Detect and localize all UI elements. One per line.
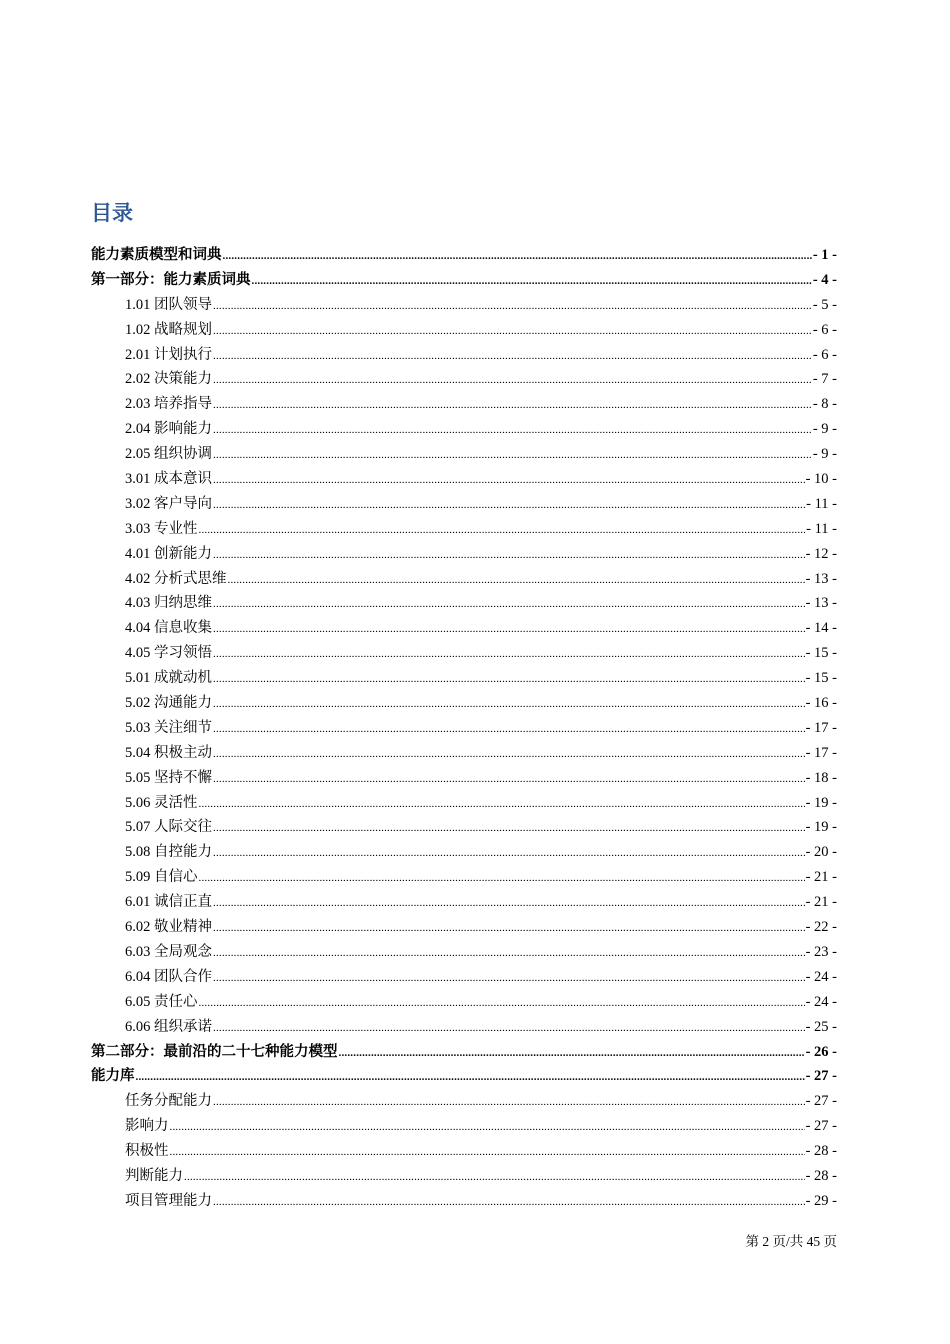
toc-entry[interactable] [91,965,837,990]
toc-entry-label: 能力库 [91,1068,135,1085]
toc-entry-label: 6.05 责任心 [125,993,198,1010]
toc-entry[interactable] [91,442,837,467]
toc-entry-page: - 20 - [805,844,837,861]
toc-entry[interactable] [91,1114,837,1139]
toc-leader-dots [199,792,805,817]
toc-leader-dots [170,1140,805,1165]
toc-entry-page: - 27 - [805,1118,837,1135]
toc-entry-label: 6.04 团队合作 [125,968,212,985]
toc-entry-page: - 23 - [805,943,837,960]
toc-leader-dots [213,1190,805,1215]
toc-entry[interactable] [91,940,837,965]
toc-entry-label: 2.01 计划执行 [125,346,212,363]
toc-entry-page: - 17 - [805,719,837,736]
toc-entry[interactable] [91,392,837,417]
toc-leader-dots [213,344,812,369]
table-of-contents [91,243,837,1214]
toc-leader-dots [213,742,805,767]
toc-entry[interactable] [91,517,837,542]
toc-entry[interactable] [91,890,837,915]
toc-entry-label: 1.02 战略规划 [125,321,212,338]
toc-entry-label: 4.03 归纳思维 [125,595,212,612]
toc-entry[interactable] [91,915,837,940]
toc-entry-label: 2.03 培养指导 [125,396,212,413]
toc-entry[interactable] [91,716,837,741]
toc-entry-label: 5.08 自控能力 [125,844,212,861]
toc-leader-dots [213,493,805,518]
toc-leader-dots [213,891,805,916]
toc-entry-label: 4.02 分析式思维 [125,570,227,587]
toc-entry-label: 6.03 全局观念 [125,943,212,960]
toc-entry-label: 积极性 [125,1143,169,1160]
toc-entry[interactable] [91,641,837,666]
toc-entry-label: 4.01 创新能力 [125,545,212,562]
toc-entry-label: 3.02 客户导向 [125,495,212,512]
toc-entry[interactable] [91,343,837,368]
toc-leader-dots [223,244,812,269]
toc-entry-page: - 6 - [812,321,837,338]
toc-entry-label: 判断能力 [125,1167,183,1184]
toc-leader-dots [213,717,805,742]
toc-entry-label: 能力素质模型和词典 [91,247,222,263]
toc-entry[interactable] [91,865,837,890]
toc-leader-dots [136,1065,805,1090]
toc-entry-label: 2.02 决策能力 [125,371,212,388]
toc-entry-label: 3.01 成本意识 [125,471,212,488]
toc-entry-label: 5.04 积极主动 [125,744,212,761]
toc-leader-dots [213,294,812,319]
toc-leader-dots [199,518,806,543]
toc-leader-dots [213,393,812,418]
toc-leader-dots [213,642,805,667]
toc-entry[interactable] [91,1189,837,1214]
toc-entry-page: - 28 - [805,1167,837,1184]
toc-entry-label: 5.03 关注细节 [125,719,212,736]
toc-leader-dots [170,1115,805,1140]
toc-entry[interactable] [91,417,837,442]
toc-entry[interactable] [91,1139,837,1164]
toc-entry-label: 6.02 敬业精神 [125,919,212,936]
toc-leader-dots [213,667,805,692]
toc-entry-page: - 27 - [805,1068,837,1085]
toc-leader-dots [213,916,805,941]
toc-leader-dots [213,1016,805,1041]
toc-entry-page: - 9 - [812,446,837,463]
toc-entry-page: - 14 - [805,620,837,637]
toc-leader-dots [213,816,805,841]
page-title: 目录 [91,201,133,225]
toc-entry-label: 5.02 沟通能力 [125,695,212,712]
toc-entry-label: 6.06 组织承诺 [125,1018,212,1035]
toc-entry-page: - 15 - [805,670,837,687]
toc-entry[interactable] [91,616,837,641]
toc-entry[interactable] [91,990,837,1015]
toc-leader-dots [213,966,805,991]
toc-entry-label: 2.04 影响能力 [125,421,212,438]
toc-entry-page: - 24 - [805,968,837,985]
toc-entry-page: - 27 - [805,1093,837,1110]
toc-entry-page: - 15 - [805,645,837,662]
toc-entry-page: - 6 - [812,346,837,363]
toc-entry[interactable] [91,1040,837,1065]
toc-leader-dots [213,418,812,443]
toc-entry-page: - 11 - [806,495,837,512]
toc-entry[interactable] [91,741,837,766]
toc-entry-page: - 1 - [812,247,837,263]
page-footer: 第 2 页/共 45 页 [745,1234,837,1249]
toc-entry[interactable] [91,367,837,392]
toc-entry[interactable] [91,243,837,268]
toc-entry-page: - 22 - [805,919,837,936]
toc-entry-label: 5.06 灵活性 [125,794,198,811]
toc-entry-label: 4.04 信息收集 [125,620,212,637]
toc-leader-dots [184,1165,805,1190]
toc-entry-label: 2.05 组织协调 [125,446,212,463]
toc-leader-dots [228,568,805,593]
toc-entry-page: - 11 - [806,520,837,537]
toc-entry[interactable] [91,766,837,791]
toc-entry[interactable] [91,293,837,318]
toc-leader-dots [213,767,805,792]
toc-entry-page: - 17 - [805,744,837,761]
toc-entry[interactable] [91,1015,837,1040]
toc-entry-page: - 16 - [805,695,837,712]
toc-entry-page: - 18 - [805,769,837,786]
toc-entry-label: 第一部分：能力素质词典 [91,271,251,288]
toc-entry-page: - 28 - [805,1143,837,1160]
toc-entry-page: - 19 - [805,819,837,836]
toc-entry-label: 6.01 诚信正直 [125,894,212,911]
toc-entry-page: - 29 - [805,1192,837,1209]
toc-entry-page: - 12 - [805,545,837,562]
toc-entry-label: 5.05 坚持不懈 [125,769,212,786]
toc-leader-dots [213,941,805,966]
toc-entry-page: - 26 - [805,1043,837,1060]
toc-leader-dots [339,1041,805,1066]
toc-entry-label: 3.03 专业性 [125,520,198,537]
toc-entry-label: 5.01 成就动机 [125,670,212,687]
toc-entry[interactable] [91,840,837,865]
toc-leader-dots [213,841,805,866]
toc-entry[interactable] [91,542,837,567]
toc-entry-label: 影响力 [125,1118,169,1135]
toc-entry-page: - 24 - [805,993,837,1010]
toc-entry-page: - 8 - [812,396,837,413]
toc-leader-dots [213,543,805,568]
toc-entry[interactable] [91,567,837,592]
toc-leader-dots [199,991,805,1016]
toc-entry-page: - 21 - [805,894,837,911]
toc-entry[interactable] [91,691,837,716]
toc-leader-dots [213,692,805,717]
toc-leader-dots [213,468,805,493]
toc-entry-label: 5.09 自信心 [125,869,198,886]
toc-entry-page: - 21 - [805,869,837,886]
toc-entry[interactable] [91,666,837,691]
toc-entry-label: 4.05 学习领悟 [125,645,212,662]
toc-entry-page: - 9 - [812,421,837,438]
toc-entry-label: 第二部分：最前沿的二十七种能力模型 [91,1043,338,1060]
toc-leader-dots [213,592,805,617]
toc-entry-label: 5.07 人际交往 [125,819,212,836]
toc-entry[interactable] [91,1089,837,1114]
toc-entry[interactable] [91,1064,837,1089]
toc-entry-label: 1.01 团队领导 [125,296,212,313]
toc-entry-page: - 13 - [805,595,837,612]
toc-leader-dots [199,866,805,891]
toc-entry[interactable] [91,1164,837,1189]
toc-leader-dots [213,1090,805,1115]
toc-entry-page: - 5 - [812,296,837,313]
toc-entry[interactable] [91,591,837,616]
toc-entry-page: - 13 - [805,570,837,587]
toc-entry-page: - 19 - [805,794,837,811]
toc-leader-dots [213,368,812,393]
toc-leader-dots [252,269,812,294]
toc-entry-label: 任务分配能力 [125,1093,212,1110]
toc-leader-dots [213,617,805,642]
toc-entry[interactable] [91,467,837,492]
toc-leader-dots [213,319,812,344]
toc-leader-dots [213,443,812,468]
toc-entry-page: - 4 - [812,271,837,288]
toc-entry-page: - 25 - [805,1018,837,1035]
toc-entry-page: - 7 - [812,371,837,388]
toc-entry[interactable] [91,791,837,816]
toc-entry[interactable] [91,318,837,343]
toc-entry-page: - 10 - [805,471,837,488]
toc-entry-label: 项目管理能力 [125,1192,212,1209]
toc-entry[interactable] [91,815,837,840]
toc-entry[interactable] [91,268,837,293]
toc-entry[interactable] [91,492,837,517]
